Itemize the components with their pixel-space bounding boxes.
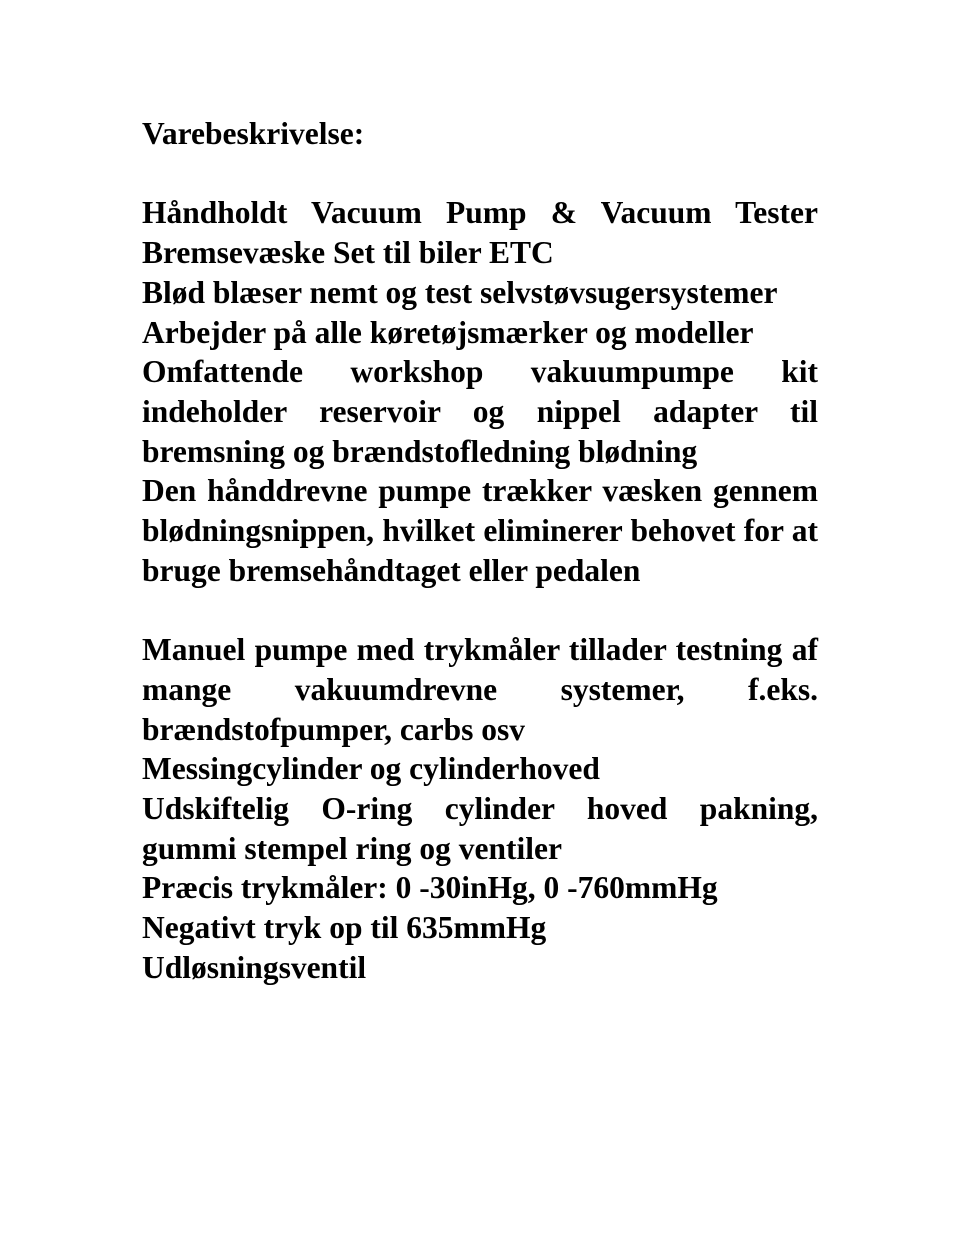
feature-line: Præcis trykmåler: 0 -30inHg, 0 -760mmHg: [142, 870, 718, 906]
feature-line: Arbejder på alle køretøjsmærker og modeller: [142, 314, 754, 350]
description-heading: Varebeskrivelse:: [142, 116, 365, 151]
feature-line: Udskiftelig O-ring cylinder hoved pakning, gummi stempel ring og ventiler: [142, 790, 818, 866]
feature-line: Negativt tryk op til 635mmHg: [142, 910, 547, 946]
feature-line: Manuel pumpe med trykmåler tillader testning af mange vakuumdrevne systemer, f.eks. brændstofpumper, carbs osv: [142, 632, 818, 747]
paragraph-gap: [142, 590, 818, 630]
feature-line: Messingcylinder og cylinderhoved: [142, 751, 600, 787]
paragraph-gap: [142, 154, 818, 194]
feature-line: Omfattende workshop vakuumpumpe kit indeholder reservoir og nippel adapter til bremsning og brændstofledning blødning: [142, 354, 818, 469]
feature-line: Blød blæser nemt og test selvstøvsugersystemer: [142, 274, 778, 310]
feature-line: Den hånddrevne pumpe trækker væsken gennem blødningsnippen, hvilket eliminerer behovet for at bruge bremsehåndtaget eller pedalen: [142, 473, 818, 588]
feature-line: Udløsningsventil: [142, 949, 367, 985]
product-description: [142, 114, 818, 987]
feature-line: Håndholdt Vacuum Pump & Vacuum Tester Bremsevæske Set til biler ETC: [142, 195, 818, 271]
